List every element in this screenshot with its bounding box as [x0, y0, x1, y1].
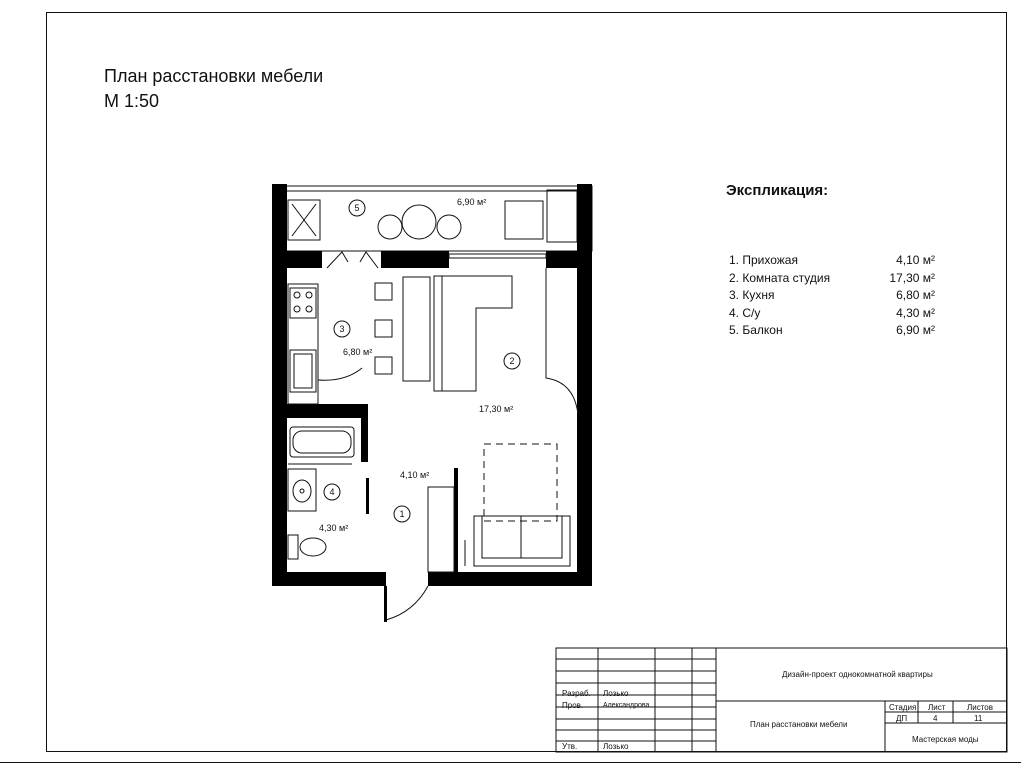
stamp-name-checker: Александрова [603, 702, 650, 709]
stamp-role-checker: Пров. [562, 701, 584, 710]
stamp-header-stage: Стадия [889, 703, 917, 712]
drawing-scale: М 1:50 [104, 91, 160, 111]
stamp-header-sheets: Листов [967, 703, 993, 712]
room-number: 3 [339, 324, 345, 334]
stamp-value-stage: ДП [896, 714, 908, 723]
stamp-value-sheet: 4 [933, 714, 938, 723]
room-number: 5 [354, 203, 360, 213]
drawing-title-line1: План расстановки мебели [104, 66, 324, 86]
stamp-role-developer: Разраб. [562, 689, 591, 698]
area-label-kitchen: 6,80 м² [343, 347, 373, 357]
room-number: 1 [399, 509, 405, 519]
explication-heading: Экспликация: [726, 182, 829, 199]
explication-room-name: 5. Балкон [729, 323, 783, 337]
explication-room-name: 1. Прихожая [729, 253, 798, 267]
stamp-organization: Мастерская моды [912, 735, 979, 744]
explication-room-name: 3. Кухня [729, 288, 775, 302]
stamp-role-approver: Утв. [562, 742, 578, 751]
stamp-project-title: Дизайн-проект однокомнатной квартиры [782, 670, 933, 679]
explication-room-name: 2. Комната студия [729, 270, 831, 285]
stamp-name-approver: Лозько [603, 742, 629, 751]
area-label-bathroom: 4,30 м² [319, 523, 349, 533]
area-label-balcony: 6,90 м² [457, 197, 487, 207]
explication-room-area: 4,10 м² [896, 253, 935, 267]
stamp-name-developer: Лозько [603, 689, 629, 698]
explication-room-name: 4. С/у [729, 305, 761, 320]
explication-room-area: 17,30 м² [889, 270, 935, 285]
room-number: 4 [329, 487, 335, 497]
room-number: 2 [509, 356, 515, 366]
explication-room-area: 4,30 м² [896, 305, 935, 320]
area-label-hall: 4,10 м² [400, 470, 430, 480]
explication-room-area: 6,80 м² [896, 288, 935, 302]
area-label-studio: 17,30 м² [479, 404, 514, 414]
stamp-sheet-title: План расстановки мебели [750, 720, 848, 729]
stamp-value-sheets: 11 [974, 714, 983, 723]
stamp-header-sheet: Лист [928, 703, 946, 712]
explication-room-area: 6,90 м² [896, 323, 935, 337]
